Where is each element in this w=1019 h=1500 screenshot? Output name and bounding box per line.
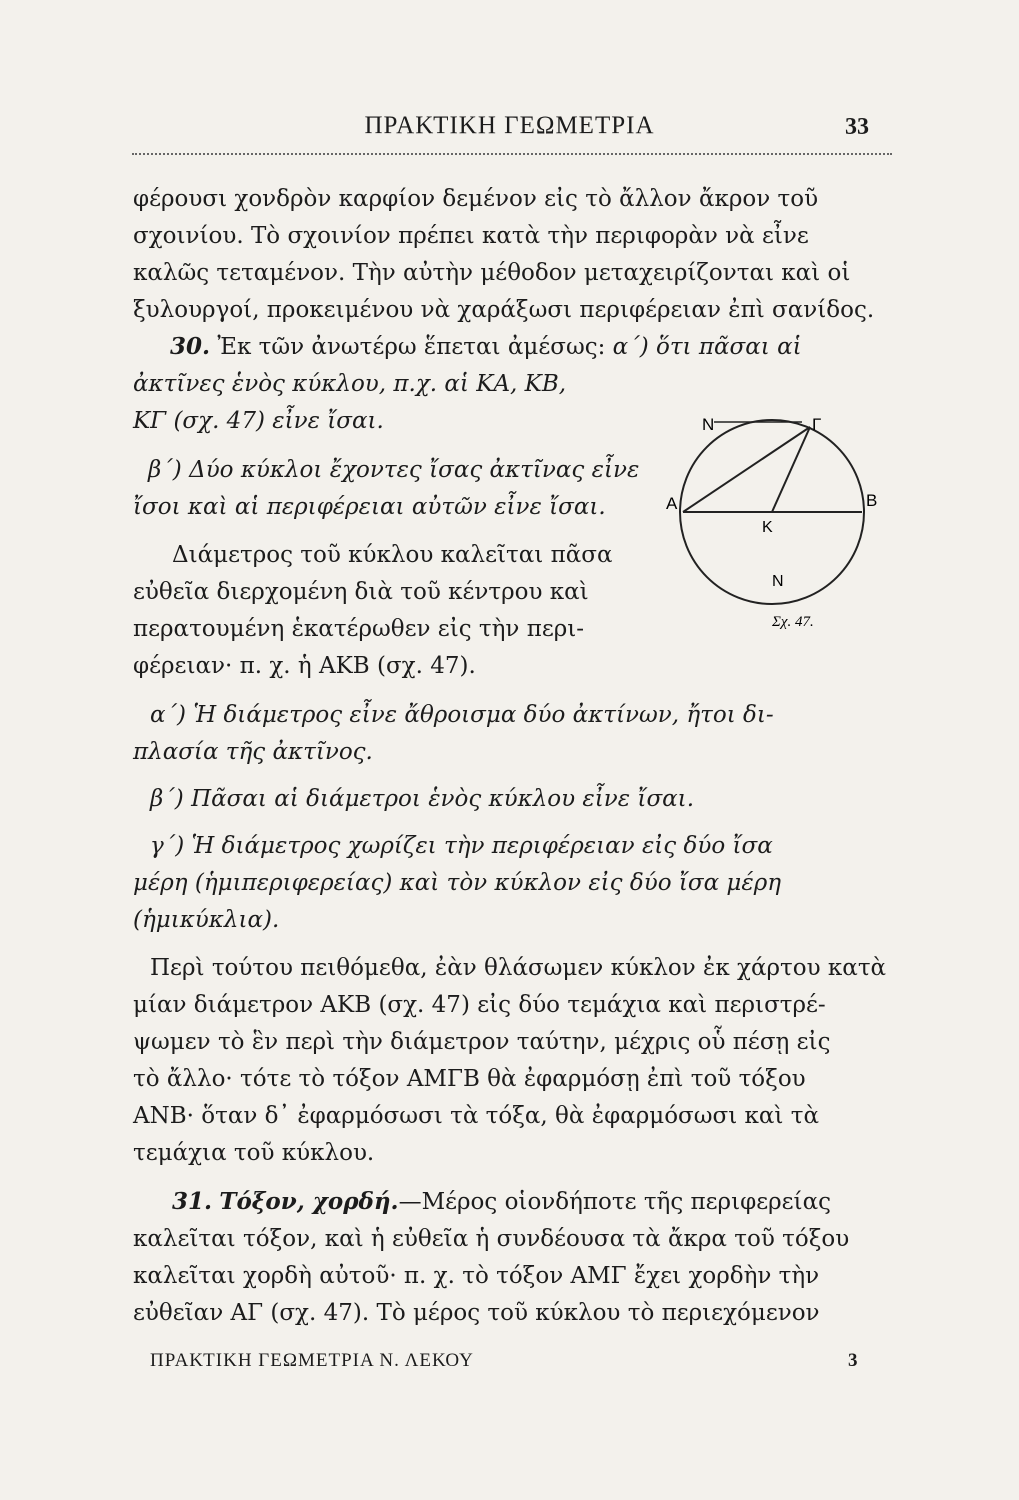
- label-k: Κ: [762, 519, 773, 536]
- text-line: εὐθεῖα διερχομένη διὰ τοῦ κέντρου καὶ: [133, 579, 589, 605]
- text-line: τεμάχια τοῦ κύκλου.: [133, 1140, 375, 1166]
- text-line: τὸ ἄλλο· τότε τὸ τόξον ΑΜΓΒ θὰ ἐφαρμόσῃ ἐπὶ τοῦ τόξου: [133, 1066, 806, 1092]
- section-number: 31.: [172, 1188, 213, 1215]
- label-n-top: Ν: [702, 415, 715, 434]
- text-line: ἴσοι καὶ αἱ περιφέρειαι αὐτῶν εἶνε ἴσαι.: [133, 494, 606, 520]
- section-number: 30.: [170, 333, 211, 360]
- section-31-line: [172, 1187, 831, 1217]
- label-n-bottom: Ν: [772, 573, 784, 590]
- circle-figure-47: [652, 404, 890, 649]
- text-line: ψωμεν τὸ ἓν περὶ τὴν διάμετρον ταύτην, μέχρις οὗ πέσῃ εἰς: [133, 1029, 831, 1055]
- section-text: —Μέρος οἱονδήποτε τῆς περιφερείας: [398, 1189, 831, 1215]
- text-line: φέρουσι χονδρὸν καρφίον δεμένον εἰς τὸ ἄλλον ἄκρον τοῦ: [133, 186, 819, 212]
- section-text-italic: α΄) ὅτι πᾶσαι αἱ: [612, 334, 802, 360]
- text-line: (ἡμικύκλια).: [133, 907, 280, 933]
- text-line: καλεῖται χορδὴ αὐτοῦ· π. χ. τὸ τόξον ΑΜΓ ἔχει χορδὴν τὴν: [133, 1263, 820, 1289]
- figure-caption: Σχ. 47.: [772, 614, 814, 630]
- text-line: φέρειαν· π. χ. ἡ ΑΚΒ (σχ. 47).: [133, 653, 476, 679]
- sheet-number: 3: [848, 1350, 859, 1371]
- label-a: Α: [666, 494, 678, 513]
- text-line: περατουμένη ἑκατέρωθεν εἰς τὴν περι-: [133, 616, 585, 642]
- text-line: μίαν διάμετρον ΑΚΒ (σχ. 47) εἰς δύο τεμάχια καὶ περιστρέ-: [133, 992, 826, 1018]
- label-g: Γ: [812, 415, 822, 434]
- section-30-line: [170, 332, 802, 362]
- section-heading: Τόξον, χορδή.: [219, 1188, 399, 1215]
- text-line: μέρη (ἡμιπεριφερείας) καὶ τὸν κύκλον εἰς δύο ἴσα μέρη: [133, 870, 782, 896]
- text-line: πλασία τῆς ἀκτῖνος.: [133, 739, 373, 765]
- text-line: ἀκτῖνες ἑνὸς κύκλου, π.χ. αἱ ΚΑ, ΚΒ,: [133, 371, 567, 397]
- text-line: α΄) Ἡ διάμετρος εἶνε ἄθροισμα δύο ἀκτίνων, ἤτοι δι-: [150, 702, 774, 728]
- label-b: Β: [866, 491, 878, 510]
- footer-signature: ΠΡΑΚΤΙΚΗ ΓΕΩΜΕΤΡΙΑ Ν. ΛΕΚΟΥ: [150, 1350, 474, 1371]
- header-rule: [132, 153, 892, 155]
- text-line: σχοινίου. Τὸ σχοινίον πρέπει κατὰ τὴν περιφορὰν νὰ εἶνε: [133, 223, 809, 249]
- running-header-title: ΠΡΑΚΤΙΚΗ ΓΕΩΜΕΤΡΙΑ: [364, 112, 655, 139]
- text-line: ΚΓ (σχ. 47) εἶνε ἴσαι.: [133, 408, 384, 434]
- section-text: Ἐκ τῶν ἀνωτέρω ἕπεται ἀμέσως:: [217, 334, 606, 360]
- text-line: γ΄) Ἡ διάμετρος χωρίζει τὴν περιφέρειαν εἰς δύο ἴσα: [150, 833, 773, 859]
- text-line: β΄) Πᾶσαι αἱ διάμετροι ἑνὸς κύκλου εἶνε ἴσαι.: [150, 786, 695, 812]
- text-line: ξυλουργοί, προκειμένου νὰ χαράξωσι περιφέρειαν ἐπὶ σανίδος.: [133, 297, 875, 323]
- text-line: εὐθεῖαν ΑΓ (σχ. 47). Τὸ μέρος τοῦ κύκλου τὸ περιεχόμενον: [133, 1300, 820, 1326]
- text-line: καλῶς τεταμένον. Τὴν αὐτὴν μέθοδον μεταχειρίζονται καὶ οἱ: [133, 260, 851, 286]
- page-number: 33: [845, 114, 869, 140]
- text-line: ΑΝΒ· ὅταν δ᾽ ἐφαρμόσωσι τὰ τόξα, θὰ ἐφαρμόσωσι καὶ τὰ: [133, 1103, 820, 1129]
- text-line: β΄) Δύο κύκλοι ἔχοντες ἴσας ἀκτῖνας εἶνε: [148, 457, 640, 483]
- text-line: καλεῖται τόξον, καὶ ἡ εὐθεῖα ἡ συνδέουσα τὰ ἄκρα τοῦ τόξου: [133, 1226, 850, 1252]
- text-line: Διάμετρος τοῦ κύκλου καλεῖται πᾶσα: [172, 542, 613, 568]
- text-line: Περὶ τούτου πειθόμεθα, ἐὰν θλάσωμεν κύκλον ἐκ χάρτου κατὰ: [150, 955, 887, 981]
